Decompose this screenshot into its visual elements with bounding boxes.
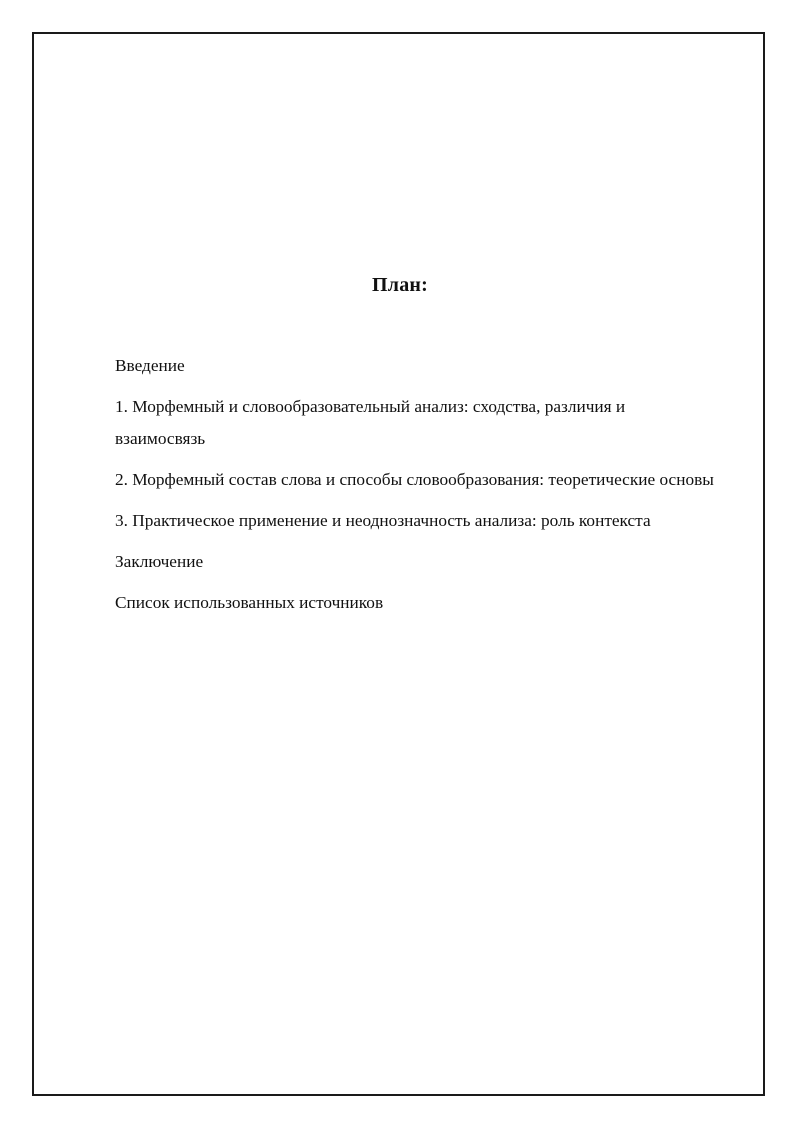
plan-item-conclusion: Заключение: [115, 552, 204, 571]
page-title: План:: [372, 274, 428, 296]
plan-list: [115, 350, 715, 628]
plan-item-sources: Список использованных источников: [115, 593, 384, 612]
plan-item-2: 2. Морфемный состав слова и способы словообразования: теоретические основы: [115, 470, 714, 489]
plan-item-introduction: Введение: [115, 356, 185, 375]
plan-item-1: 1. Морфемный и словообразовательный анализ: сходства, различия и взаимосвязь: [115, 397, 626, 448]
plan-item-3: 3. Практическое применение и неоднозначность анализа: роль контекста: [115, 511, 651, 530]
